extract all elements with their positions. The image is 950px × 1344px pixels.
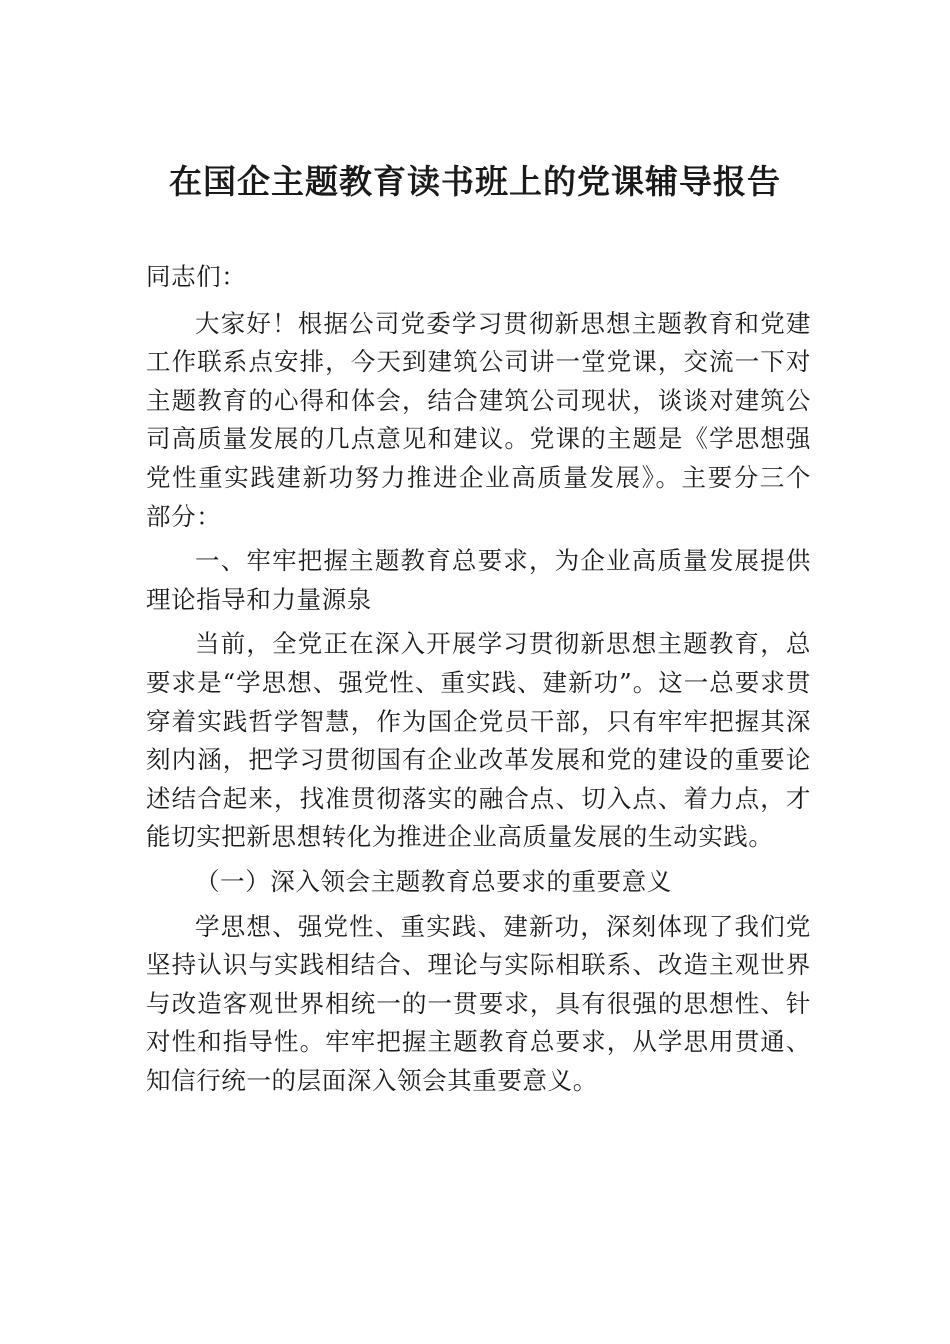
section-heading-1: 一、牢牢把握主题教育总要求，为企业高质量发展提供理论指导和力量源泉 [146, 546, 811, 614]
section-1-paragraph: 当前，全党正在深入开展学习贯彻新思想主题教育，总要求是“学思想、强党性、重实践、建新功”。这一总要求贯穿着实践哲学智慧，作为国企党员干部，只有牢牢把握其深刻内涵，把学习贯彻国有企业改革发展和党的建设的重要论述结合起来，找准贯彻落实的融合点、切入点、着力点，才能切实把新思想转化为推进企业高质量发展的生动实践。 [146, 629, 811, 852]
document-body [146, 258, 811, 1100]
document-title: 在国企主题教育读书班上的党课辅导报告 [169, 162, 781, 201]
subsection-heading-1: （一）深入领会主题教育总要求的重要意义 [195, 866, 672, 896]
salutation: 同志们： [146, 262, 247, 291]
intro-paragraph: 大家好！根据公司党委学习贯彻新思想主题教育和党建工作联系点安排，今天到建筑公司讲一堂党课，交流一下对主题教育的心得和体会，结合建筑公司现状，谈谈对建筑公司高质量发展的几点意见和建议。党课的主题是《学思想强党性重实践建新功努力推进企业高质量发展》。主要分三个 部分： [146, 308, 811, 531]
subsection-1-paragraph: 学思想、强党性、重实践、建新功，深刻体现了我们党坚持认识与实践相结合、理论与实际相联系、改造主观世界与改造客观世界相统一的一贯要求，具有很强的思想性、针对性和指导性。牢牢把握主题教育总要求，从学思用贯通、 知信行统一的层面深入领会其重要意义。 [146, 911, 811, 1095]
